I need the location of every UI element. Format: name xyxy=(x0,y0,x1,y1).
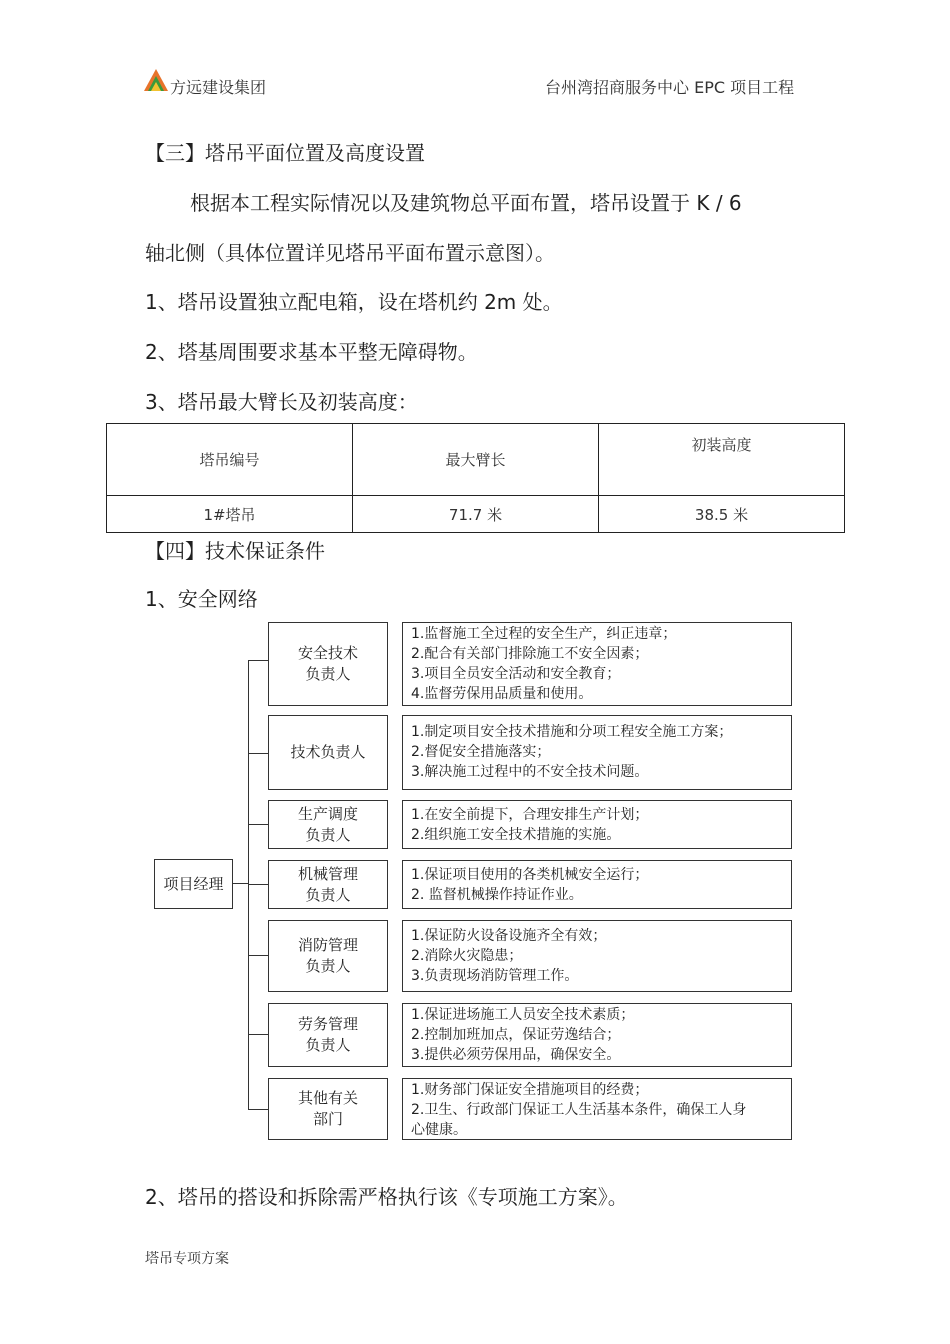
duty-box xyxy=(402,715,792,790)
table-header-row xyxy=(107,424,845,496)
role-label: 负责人 xyxy=(305,825,351,844)
footer-text: 塔吊专项方案 xyxy=(145,1251,229,1267)
role-label: 消防管理 xyxy=(297,936,358,954)
company-logo xyxy=(143,68,169,92)
duty-box xyxy=(402,1003,792,1067)
duty-line: 1.财务部门保证安全措施项目的经费； xyxy=(411,1082,649,1098)
role-label: 负责人 xyxy=(305,885,351,904)
duty-line: 2.督促安全措施落实； xyxy=(411,744,551,760)
table-cell: 38.5 米 xyxy=(599,496,845,533)
list-item: 2、塔吊的搭设和拆除需严格执行该《专项施工方案》。 xyxy=(145,1185,628,1209)
connector-line xyxy=(248,753,269,754)
section-title: 【三】塔吊平面位置及高度设置 xyxy=(145,141,425,165)
role-label: 负责人 xyxy=(305,665,351,683)
connector-line xyxy=(248,660,249,1110)
section-title: 【四】技术保证条件 xyxy=(145,539,325,563)
list-item: 3、塔吊最大臂长及初装高度： xyxy=(145,390,418,414)
duty-line: 心健康。 xyxy=(411,1122,467,1138)
paragraph-line: 轴北侧（具体位置详见塔吊平面布置示意图）。 xyxy=(145,241,555,265)
role-label: 技术负责人 xyxy=(290,743,366,761)
role-label: 机械管理 xyxy=(297,864,358,883)
duty-line: 3.负责现场消防管理工作。 xyxy=(411,968,579,984)
header-cell: 塔吊编号 xyxy=(107,424,353,496)
company-name: 方远建设集团 xyxy=(170,78,267,97)
list-item: 1、塔吊设置独立配电箱，设在塔机约 2m 处。 xyxy=(145,290,563,314)
duty-box xyxy=(402,920,792,992)
duty-line: 2. 监督机械操作持证作业。 xyxy=(411,887,583,903)
connector-line xyxy=(248,660,269,661)
duty-line: 3.项目全员安全活动和安全教育； xyxy=(411,666,621,682)
connector-line xyxy=(248,884,269,885)
crane-spec-table xyxy=(106,423,845,533)
connector-line xyxy=(232,883,248,884)
list-item: 1、安全网络 xyxy=(145,587,258,611)
duty-line: 1.保证防火设备设施齐全有效； xyxy=(411,928,607,944)
role-label: 其他有关 xyxy=(297,1089,358,1107)
project-name: 台州湾招商服务中心 EPC 项目工程 xyxy=(545,78,795,97)
duty-line: 2.组织施工安全技术措施的实施。 xyxy=(411,827,621,843)
paragraph-line: 根据本工程实际情况以及建筑物总平面布置，塔吊设置于 K / 6 xyxy=(190,191,742,215)
role-box xyxy=(268,622,388,706)
role-label: 负责人 xyxy=(305,1036,351,1054)
list-item: 2、塔基周围要求基本平整无障碍物。 xyxy=(145,340,478,364)
table-row xyxy=(107,496,845,533)
duty-line: 2.配合有关部门排除施工不安全因素； xyxy=(411,646,649,662)
project-manager-box: 项目经理 xyxy=(154,859,233,909)
role-label: 部门 xyxy=(312,1110,343,1128)
duty-box xyxy=(402,860,792,909)
duty-box xyxy=(402,622,792,706)
duty-line: 2.消除火灾隐患； xyxy=(411,948,523,964)
header-cell: 最大臂长 xyxy=(353,424,599,496)
duty-line: 4.监督劳保用品质量和使用。 xyxy=(411,686,593,702)
role-label: 安全技术 xyxy=(297,644,358,662)
role-label: 劳务管理 xyxy=(297,1015,358,1033)
role-box xyxy=(268,800,388,849)
duty-box xyxy=(402,800,792,849)
role-box xyxy=(268,1078,388,1140)
logo-icon xyxy=(143,68,169,92)
duty-line: 2.控制加班加点，保证劳逸结合； xyxy=(411,1027,621,1043)
connector-line xyxy=(248,1109,269,1110)
role-box xyxy=(268,1003,388,1067)
duty-line: 1.制定项目安全技术措施和分项工程安全施工方案； xyxy=(411,724,733,740)
header-cell: 初装高度 xyxy=(599,424,845,496)
duty-line: 1.监督施工全过程的安全生产，纠正违章； xyxy=(411,626,677,642)
duty-line: 3.解决施工过程中的不安全技术问题。 xyxy=(411,764,649,780)
table-cell: 1#塔吊 xyxy=(107,496,353,533)
role-box xyxy=(268,860,388,909)
role-box xyxy=(268,920,388,992)
duty-line: 2.卫生、行政部门保证工人生活基本条件，确保工人身 xyxy=(411,1102,747,1118)
role-box xyxy=(268,715,388,790)
role-label: 生产调度 xyxy=(297,804,358,823)
connector-line xyxy=(248,824,269,825)
duty-line: 1.保证项目使用的各类机械安全运行； xyxy=(411,867,649,883)
duty-line: 1.在安全前提下，合理安排生产计划； xyxy=(411,807,649,823)
duty-line: 3.提供必须劳保用品，确保安全。 xyxy=(411,1047,621,1063)
connector-line xyxy=(248,1034,269,1035)
role-label: 负责人 xyxy=(305,957,351,975)
table-cell: 71.7 米 xyxy=(353,496,599,533)
duty-line: 1.保证进场施工人员安全技术素质； xyxy=(411,1007,635,1023)
connector-line xyxy=(248,955,269,956)
duty-box xyxy=(402,1078,792,1140)
